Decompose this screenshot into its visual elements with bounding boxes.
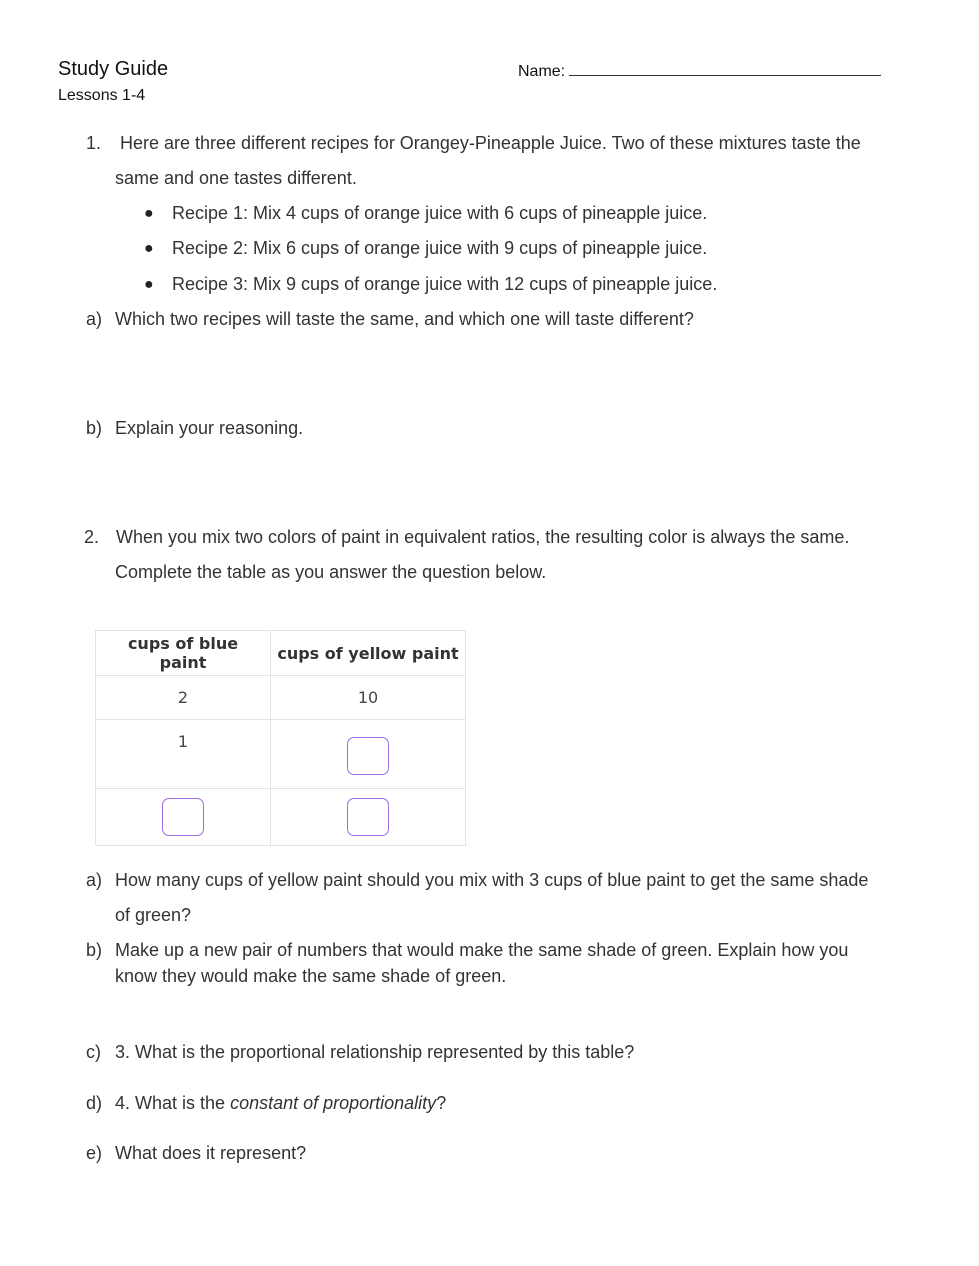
- answer-input-box[interactable]: [162, 798, 204, 836]
- q2e-text: What does it represent?: [115, 1143, 307, 1163]
- recipe-2: Recipe 2: Mix 6 cups of orange juice with 9 cups of pineapple juice.: [172, 238, 708, 258]
- q2a-text-line2: of green?: [115, 905, 192, 925]
- q1b-text: Explain your reasoning.: [115, 418, 304, 438]
- q2-number: 2.: [84, 527, 100, 547]
- bullet-icon: ●: [144, 205, 154, 222]
- table-header-row: [96, 631, 466, 676]
- q2d-text-emphasis: constant of proportionality: [230, 1093, 437, 1113]
- q2c-text: 3. What is the proportional relationship represented by this table?: [115, 1042, 635, 1062]
- q2c-label: c): [86, 1042, 101, 1062]
- bullet-icon: ●: [144, 276, 154, 293]
- q2d-text-post: ?: [436, 1093, 447, 1113]
- answer-input-box[interactable]: [347, 798, 389, 836]
- q1-text-line1: Here are three different recipes for Orangey-Pineapple Juice. Two of these mixtures taste the: [120, 133, 861, 153]
- q1-text-line2: same and one tastes different.: [115, 168, 357, 188]
- q1a-label: a): [86, 309, 103, 329]
- table-row: [96, 720, 466, 789]
- q1b-label: b): [86, 418, 103, 438]
- page-subtitle: Lessons 1-4: [58, 87, 146, 104]
- q2e-label: e): [86, 1143, 103, 1163]
- q2b-text-line1: Make up a new pair of numbers that would make the same shade of green. Explain how you: [115, 940, 849, 960]
- q1a-text: Which two recipes will taste the same, and which one will taste different?: [115, 309, 694, 329]
- cell-yellow: [271, 720, 466, 789]
- q2-text-line1: When you mix two colors of paint in equivalent ratios, the resulting color is always the same.: [116, 527, 850, 547]
- header-yellow-paint: cups of yellow paint: [271, 631, 466, 676]
- bullet-icon: ●: [144, 240, 154, 257]
- q2d-text: [115, 1093, 446, 1114]
- q2-text-line2: Complete the table as you answer the question below.: [115, 562, 547, 582]
- cell-yellow: 10: [271, 676, 466, 720]
- paint-ratio-table: [95, 630, 466, 846]
- table-row: [96, 789, 466, 846]
- cell-blue: 1: [96, 720, 271, 789]
- q2b-label: b): [86, 940, 103, 960]
- recipe-3: Recipe 3: Mix 9 cups of orange juice with 12 cups of pineapple juice.: [172, 274, 718, 294]
- cell-blue: 2: [96, 676, 271, 720]
- cell-yellow: [271, 789, 466, 846]
- q1-number: 1.: [86, 133, 102, 153]
- name-label: Name:: [518, 63, 566, 80]
- page-title: Study Guide: [58, 58, 169, 80]
- recipe-1: Recipe 1: Mix 4 cups of orange juice with 6 cups of pineapple juice.: [172, 203, 708, 223]
- cell-blue: [96, 789, 271, 846]
- table-row: [96, 676, 466, 720]
- name-field[interactable]: [518, 61, 881, 81]
- q2a-text-line1: How many cups of yellow paint should you mix with 3 cups of blue paint to get the same shade: [115, 870, 869, 890]
- header-blue-paint: cups of blue paint: [96, 631, 271, 676]
- answer-input-box[interactable]: [347, 737, 389, 775]
- q2a-label: a): [86, 870, 103, 890]
- q2b-text-line2: know they would make the same shade of green.: [115, 966, 507, 986]
- q2d-label: d): [86, 1093, 103, 1113]
- name-blank-line[interactable]: [569, 61, 881, 76]
- q2d-text-pre: 4. What is the: [115, 1093, 231, 1113]
